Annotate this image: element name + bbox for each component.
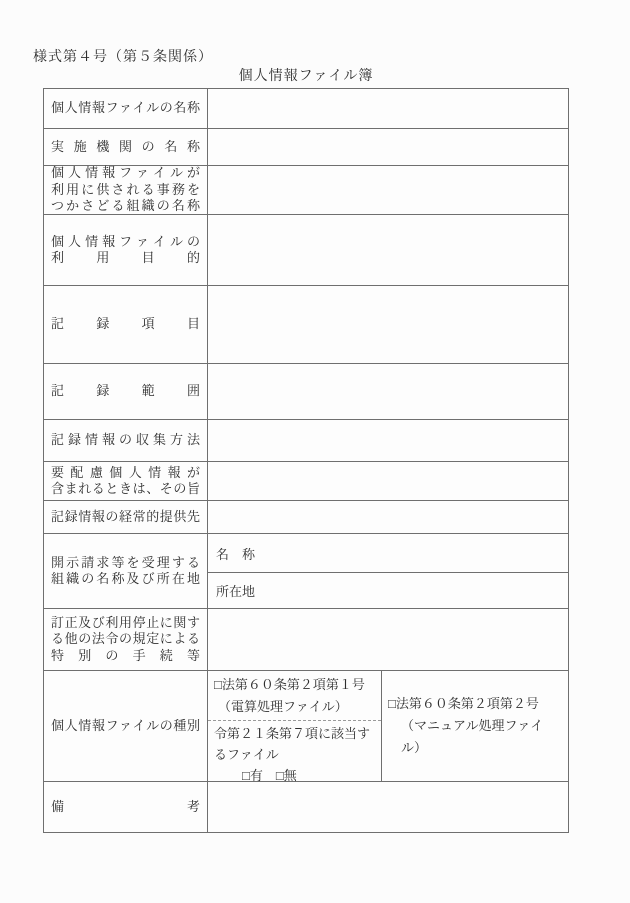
remarks-value-cell <box>208 782 568 832</box>
manual-option-caption: （マニュアル処理ファイル） <box>401 718 544 755</box>
record-items-value-cell <box>208 286 568 363</box>
disclosure-address-label: 所在地 <box>216 584 256 599</box>
recipients-value-cell <box>208 501 568 533</box>
collection-value-cell <box>208 420 568 461</box>
electronic-file-option <box>208 671 381 720</box>
sensitive-label-cell <box>44 462 208 500</box>
recipients-label-cell <box>44 501 208 533</box>
record-scope-label: 記録範囲 <box>51 383 200 399</box>
file-name-value-cell <box>208 89 568 128</box>
recipients-label: 記録情報の経常的提供先 <box>51 508 200 524</box>
disclosure-label-line2: 組織の名称及び所在地 <box>51 571 200 586</box>
electronic-option-checkbox-line: □法第６０条第２項第１号 <box>214 677 365 692</box>
row-correction-procedures <box>44 608 568 670</box>
correction-label-line2: る他の法令の規定による <box>51 631 200 647</box>
sensitive-label-line1: 要配慮個人情報が <box>51 464 200 480</box>
record-items-label-cell <box>44 286 208 363</box>
disclosure-address-subcell <box>208 572 568 608</box>
agency-value-cell <box>208 129 568 165</box>
organization-label-cell <box>44 166 208 214</box>
collection-label: 記録情報の収集方法 <box>51 432 200 448</box>
sensitive-value-cell <box>208 462 568 500</box>
purpose-label-cell <box>44 215 208 285</box>
agency-label-cell <box>44 129 208 165</box>
sensitive-label-line2: 含まれるときは、その旨 <box>51 481 200 496</box>
organization-label-line1: 個人情報ファイルが <box>51 165 200 181</box>
correction-label-line1: 訂正及び利用停止に関す <box>51 614 200 630</box>
row-collection-method <box>44 419 568 461</box>
correction-label-cell <box>44 609 208 670</box>
remarks-label: 備考 <box>51 798 200 814</box>
disclosure-name-subcell <box>208 534 568 572</box>
row-remarks <box>44 781 568 832</box>
article21-line1: 令第２１条第７項に該当す <box>214 726 371 741</box>
article21-applicability <box>208 720 381 788</box>
disclosure-label-cell <box>44 534 208 608</box>
form-number: 様式第４号（第５条関係） <box>33 50 213 65</box>
collection-label-cell <box>44 420 208 461</box>
correction-value-cell <box>208 609 568 670</box>
disclosure-name-label: 名 称 <box>216 546 256 562</box>
row-usage-purpose <box>44 214 568 285</box>
row-routine-recipients <box>44 500 568 533</box>
row-file-type <box>44 670 568 781</box>
row-record-items <box>44 285 568 363</box>
disclosure-label-line1: 開示請求等を受理する <box>51 554 200 570</box>
purpose-value-cell <box>208 215 568 285</box>
file-name-label-cell <box>44 89 208 128</box>
row-sensitive-info <box>44 461 568 500</box>
row-agency-name <box>44 128 568 165</box>
article21-line2: るファイル <box>214 747 279 762</box>
row-record-scope <box>44 363 568 419</box>
row-file-name <box>44 89 568 128</box>
organization-label-line2: 利用に供される事務を <box>51 181 200 197</box>
agency-label: 実施機関の名称 <box>51 138 200 154</box>
record-scope-value-cell <box>208 364 568 419</box>
disclosure-value-cell <box>208 534 568 608</box>
article21-yes-no-checkboxes: □有 □無 <box>242 768 297 783</box>
manual-option-checkbox-line: □法第６０条第２項第２号 <box>388 696 539 711</box>
electronic-option-caption: （電算処理ファイル） <box>218 699 348 714</box>
organization-value-cell <box>208 166 568 214</box>
remarks-label-cell <box>44 782 208 832</box>
row-disclosure-org <box>44 533 568 608</box>
file-type-label-cell <box>44 671 208 781</box>
purpose-label-line1: 個人情報ファイルの <box>51 233 200 249</box>
document-title: 個人情報ファイル簿 <box>238 69 374 84</box>
purpose-label-line2: 利用目的 <box>51 250 200 265</box>
file-type-value-cell <box>208 671 568 781</box>
file-name-label: 個人情報ファイルの名称 <box>51 100 200 116</box>
file-type-electronic-cell <box>208 671 382 781</box>
file-type-manual-cell <box>382 671 568 781</box>
record-scope-label-cell <box>44 364 208 419</box>
row-organization-name <box>44 165 568 214</box>
personal-info-file-register-table <box>43 88 569 833</box>
file-type-label: 個人情報ファイルの種別 <box>51 717 200 733</box>
record-items-label: 記録項目 <box>51 316 200 332</box>
organization-label-line3: つかさどる組織の名称 <box>51 198 200 214</box>
correction-label-line3: 特別の手続等 <box>51 647 200 663</box>
